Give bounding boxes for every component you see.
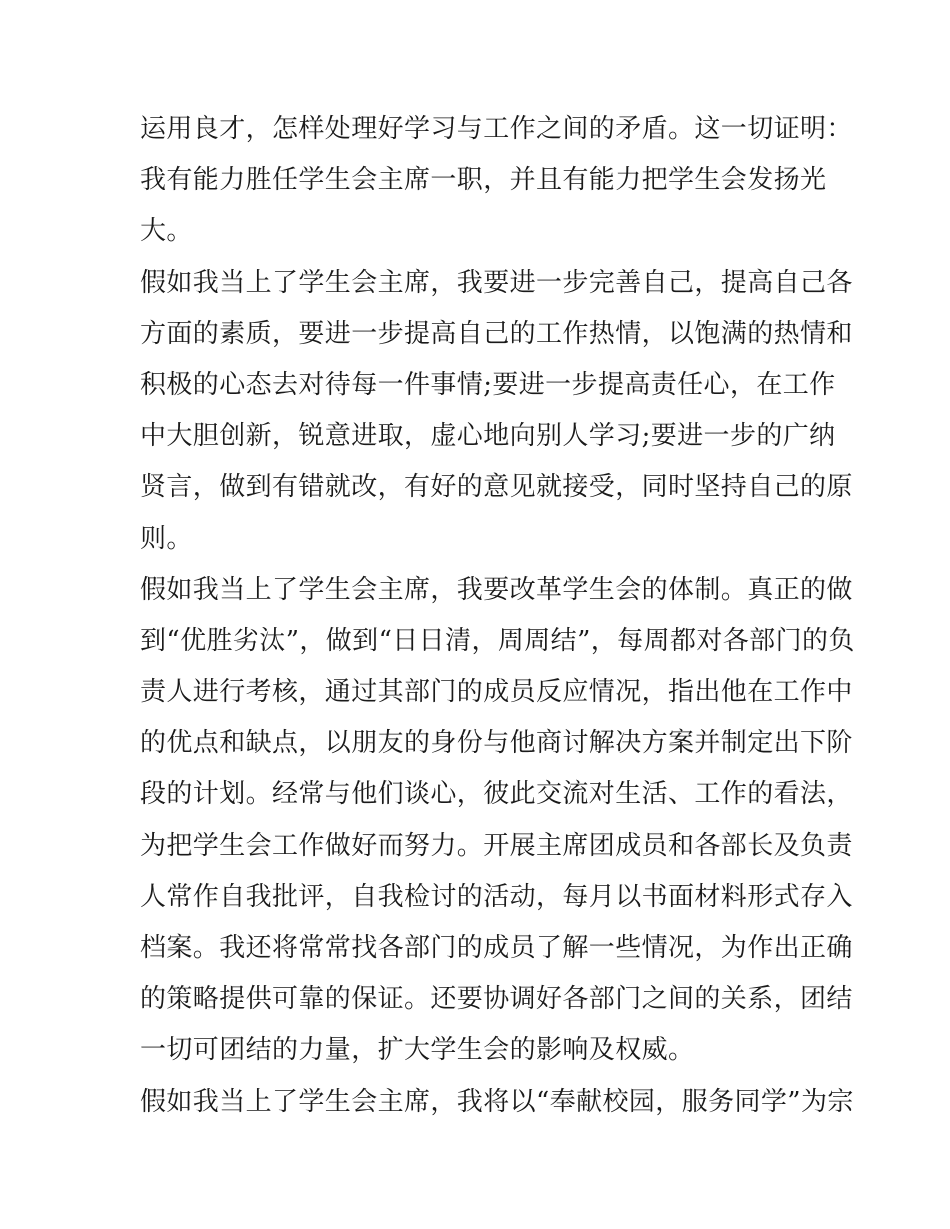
text-line: 大。 — [140, 216, 193, 247]
text-line: 假如我当上了学生会主席，我要进一步完善自己，提高自己各 — [140, 267, 853, 298]
text-line: 贤言，做到有错就改，有好的意见就接受，同时坚持自己的原 — [140, 472, 853, 503]
text-line: 的优点和缺点，以朋友的身份与他商讨解决方案并制定出下阶 — [140, 728, 853, 759]
text-line: 运用良才，怎样处理好学习与工作之间的矛盾。这一切证明： — [140, 114, 853, 144]
text-line: 积极的心态去对待每一件事情;要进一步提高责任心，在工作 — [140, 369, 836, 400]
text-line: 则。 — [140, 523, 193, 554]
text-line: 为把学生会工作做好而努力。开展主席团成员和各部长及负责 — [140, 830, 853, 861]
text-line: 段的计划。经常与他们谈心，彼此交流对生活、工作的看法， — [140, 779, 853, 810]
text-line: 假如我当上了学生会主席，我将以“奉献校园，服务同学”为宗 — [140, 1086, 854, 1117]
text-line: 假如我当上了学生会主席，我要改革学生会的体制。真正的做 — [140, 574, 853, 605]
text-line: 责人进行考核，通过其部门的成员反应情况，指出他在工作中 — [140, 677, 853, 708]
text-line: 中大胆创新，锐意进取，虚心地向别人学习;要进一步的广纳 — [140, 421, 836, 452]
text-line: 一切可团结的力量，扩大学生会的影响及权威。 — [140, 1035, 695, 1066]
text-line: 到“优胜劣汰”，做到“日日清，周周结”，每周都对各部门的负 — [140, 625, 855, 656]
text-line: 我有能力胜任学生会主席一职，并且有能力把学生会发扬光 — [140, 165, 827, 196]
text-line: 的策略提供可靠的保证。还要协调好各部门之间的关系，团结 — [140, 984, 853, 1015]
text-line: 人常作自我批评，自我检讨的活动，每月以书面材料形式存入 — [140, 881, 853, 912]
text-line: 方面的素质，要进一步提高自己的工作热情，以饱满的热情和 — [140, 318, 853, 349]
text-line: 档案。我还将常常找各部门的成员了解一些情况，为作出正确 — [140, 933, 853, 963]
body-text — [140, 104, 855, 1128]
